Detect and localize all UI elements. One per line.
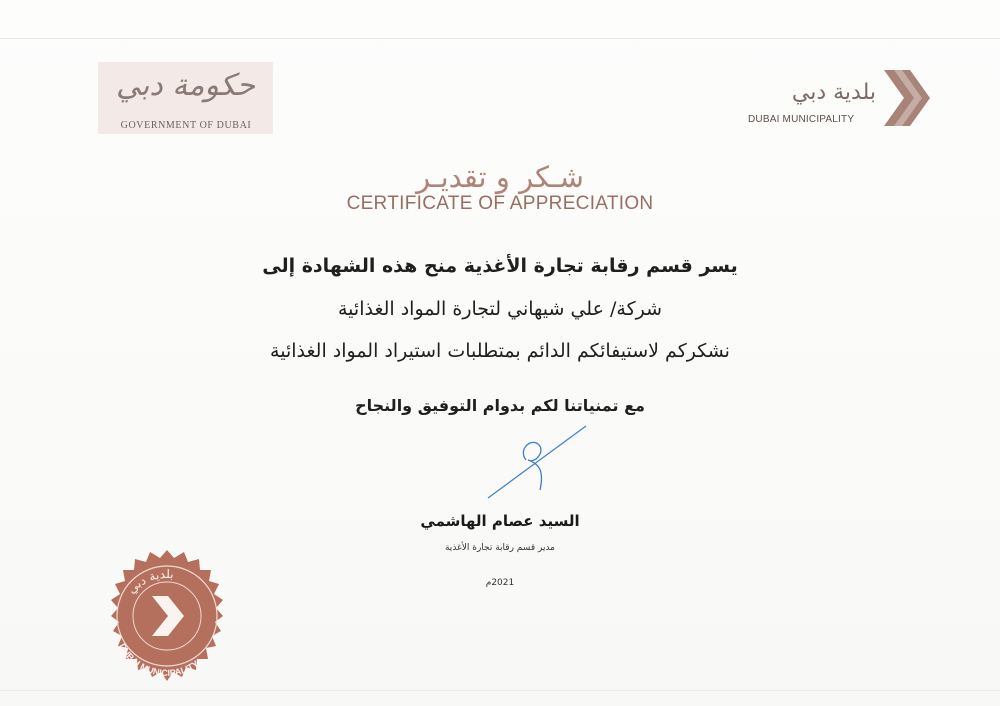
scan-edge-top	[0, 38, 1000, 39]
dm-logo-arabic: بلدية دبي	[791, 80, 876, 105]
certificate-date: 2021م	[485, 578, 515, 588]
certificate-title-english: CERTIFICATE OF APPRECIATION	[346, 193, 654, 214]
government-of-dubai-logo	[98, 62, 273, 134]
dubai-municipality-seal	[92, 548, 242, 698]
gov-logo-arabic: حكومة دبي	[115, 68, 255, 103]
signatory-title: مدير قسم رقابة تجارة الأغذية	[444, 543, 555, 553]
signatory-name: السيد عصام الهاشمي	[420, 512, 580, 530]
appreciation-statement: نشكركم لاستيفائكم الدائم بمتطلبات استيراد المواد الغذائية	[270, 340, 730, 362]
closing-wishes: مع تمنياتنا لكم بدوام التوفيق والنجاح	[355, 396, 645, 415]
certificate-title-arabic: شـكر و تقديـر	[416, 160, 584, 194]
dm-logo-english: DUBAI MUNICIPALITY	[748, 114, 855, 125]
dm-arrow-icon	[880, 68, 932, 128]
dubai-municipality-logo	[738, 66, 938, 132]
gov-logo-english: GOVERNMENT OF DUBAI	[120, 120, 252, 131]
recipient-name: شركة/ علي شيهاني لتجارة المواد الغذائية	[337, 298, 663, 320]
recipient-intro: يسر قسم رقابة تجارة الأغذية منح هذه الشهادة إلى	[262, 255, 738, 277]
signature-icon	[478, 420, 593, 505]
seal-english-text: DUBAI MUNICIPALITY	[117, 641, 201, 679]
seal-arabic-text: بلدية دبي	[124, 566, 175, 597]
